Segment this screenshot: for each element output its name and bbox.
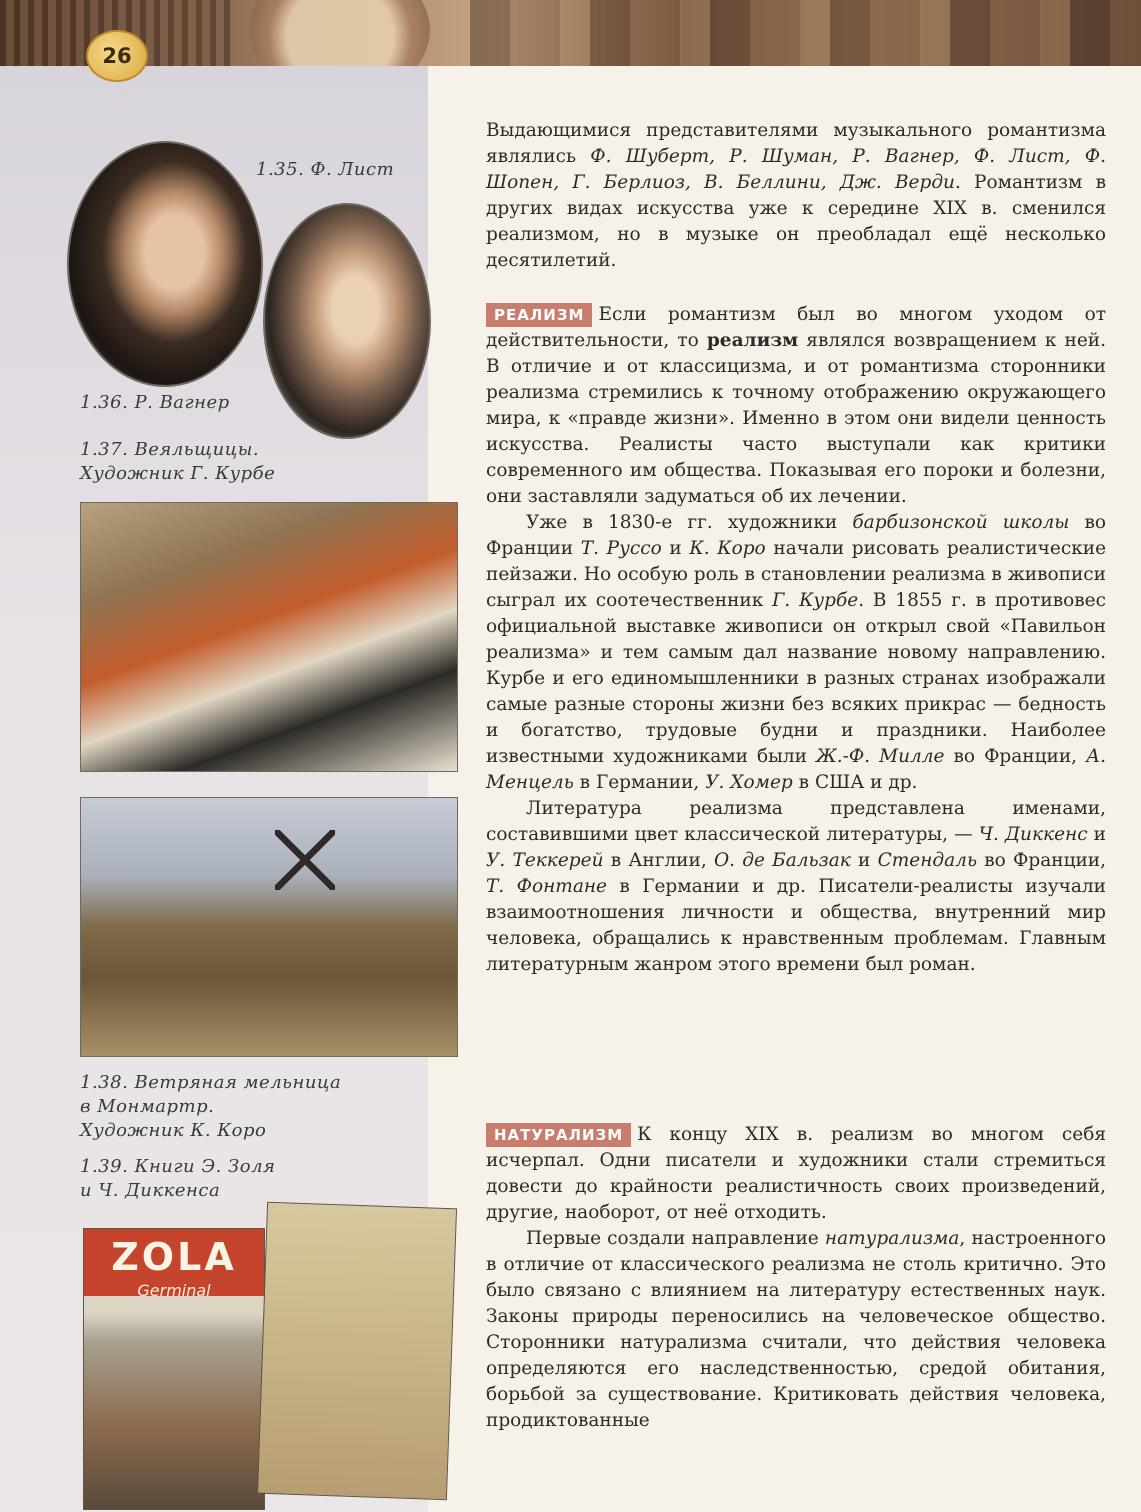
- paragraph-romanticism-music: Выдающимися представителями музыкального романтизма являлись Ф. Шуберт, Р. Шуман, Р. Вагнер, Ф. Лист, Ф. Шопен, Г. Берлиоз, В. Беллини, Дж. Верди. Романтизм в других видах искусства уже к середине XIX в. сменился реализмом, но в музыке он преобладал ещё несколько десятилетий.: [486, 120, 1107, 271]
- vintage-cars-illustration: [470, 0, 1141, 66]
- caption-1-35: 1.35. Ф. Лист: [256, 159, 395, 180]
- caption-1-38-line1: 1.38. Ветряная мельница: [80, 1072, 342, 1093]
- section-realism: РЕАЛИЗМ Если романтизм был во многом уходом от действительности, то реализм являлся возвращением к ней. В отличие и от классицизма, и от романтизма сторонники реализма стремились к точному отображению окружающего мира, к «правде жизни». Именно в этом они видели ценность искусства. Реалисты часто выступали как критики современного им общества. Показывая его пороки и болезни, они заставляли задуматься об их лечении. Уже в 1830-е гг. художники барбизонской школы во Франции Т. Руссо и К. Коро начали рисовать реалистические пейзажи. Но особую роль в становлении реализма в живописи сыграл их соотечественник Г. Курбе. В 1855 г. в противовес официальной выставке живописи он открыл свой «Павильон реализма» и тем самым дал название новому направлению. Курбе и его единомышленники в разных странах изображали самые разные стороны жизни без всяких прикрас — бедность и богатство, трудовые будни и праздники. Наиболее известными художниками были Ж.-Ф. Милле во Франции, А. Менцель в Германии, У. Хомер в США и др. Литература реализма представлена именами, составившими цвет классической литературы, — Ч. Диккенс и У. Теккерей в Англии, О. де Бальзак и Стендаль во Франции, Т. Фонтане в Германии и др. Писатели-реалисты изучали взаимоотношения личности и общества, внутренний мир человека, обращались к нравственным проблемам. Главным литературным жанром этого времени был роман.: [486, 302, 1106, 978]
- caption-1-39-line1: 1.39. Книги Э. Золя: [80, 1156, 276, 1177]
- book-title: ZOLA: [111, 1235, 237, 1279]
- painting-the-winnowers: [80, 502, 458, 772]
- caption-1-37-line2: Художник Г. Курбе: [80, 463, 276, 484]
- art-nouveau-medallion: [250, 0, 430, 66]
- paragraph-painting-realism: Уже в 1830-е гг. художники барбизонской школы во Франции Т. Руссо и К. Коро начали рисовать реалистические пейзажи. Но особую роль в становлении реализма в живописи сыграл их соотечественник Г. Курбе. В 1855 г. в противовес официальной выставке живописи он открыл свой «Павильон реализма» и тем самым дал название новому направлению. Курбе и его единомышленники в разных странах изображали самые разные стороны жизни без всяких прикрас — бедность и богатство, трудовые будни и праздники. Наиболее известными художниками были Ж.-Ф. Милле во Франции, А. Менцель в Германии, У. Хомер в США и др.: [486, 512, 1107, 793]
- painting-windmill-montmartre: [80, 797, 458, 1057]
- caption-1-39-line2: и Ч. Диккенса: [80, 1180, 221, 1201]
- naturalism-label: НАТУРАЛИЗМ: [486, 1123, 631, 1147]
- caption-1-38-line3: Художник К. Коро: [80, 1120, 267, 1141]
- paragraph-literature-realism: Литература реализма представлена именами, составившими цвет классической литературы, — Ч. Диккенс и У. Теккерей в Англии, О. де Бальзак и Стендаль во Франции, Т. Фонтане в Германии и др. Писатели-реалисты изучали взаимоотношения личности и общества, внутренний мир человека, обращались к нравственным проблемам. Главным литературным жанром этого времени был роман.: [486, 798, 1107, 975]
- caption-1-36: 1.36. Р. Вагнер: [80, 392, 230, 413]
- header-banner: [0, 0, 1141, 66]
- section-naturalism: НАТУРАЛИЗМ К концу XIX в. реализм во многом себя исчерпал. Одни писатели и художники стали стремиться довести до крайности реалистичность своих произведений, другие, наоборот, от неё отходить. Первые создали направление натурализма, настроенного в отличие от классического реализма не столь критично. Это было связано с влиянием на литературу естественных наук. Законы природы переносились на человеческое общество. Сторонники натурализма считали, что действия человека определяются его наследственностью, средой обитания, борьбой за существование. Критиковать действия человека, продиктованные: [486, 1122, 1106, 1434]
- portrait-liszt: [67, 141, 263, 387]
- book-dickens: [257, 1202, 457, 1500]
- portrait-wagner: [263, 203, 431, 439]
- book-subtitle: Germinal: [137, 1281, 211, 1300]
- caption-1-38-line2: в Монмартр.: [80, 1096, 215, 1117]
- windmill-sails: [275, 830, 335, 890]
- page-number: 26: [86, 30, 148, 82]
- realism-label: РЕАЛИЗМ: [486, 303, 592, 327]
- book-zola-germinal: [83, 1228, 265, 1510]
- paragraph-naturalism: Первые создали направление натурализма, настроенного в отличие от классического реализма не столь критично. Это было связано с влиянием на литературу естественных наук. Законы природы переносились на человеческое общество. Сторонники натурализма считали, что действия человека определяются его наследственностью, средой обитания, борьбой за существование. Критиковать действия человека, продиктованные: [486, 1228, 1106, 1431]
- caption-1-37-line1: 1.37. Веяльщицы.: [80, 439, 260, 460]
